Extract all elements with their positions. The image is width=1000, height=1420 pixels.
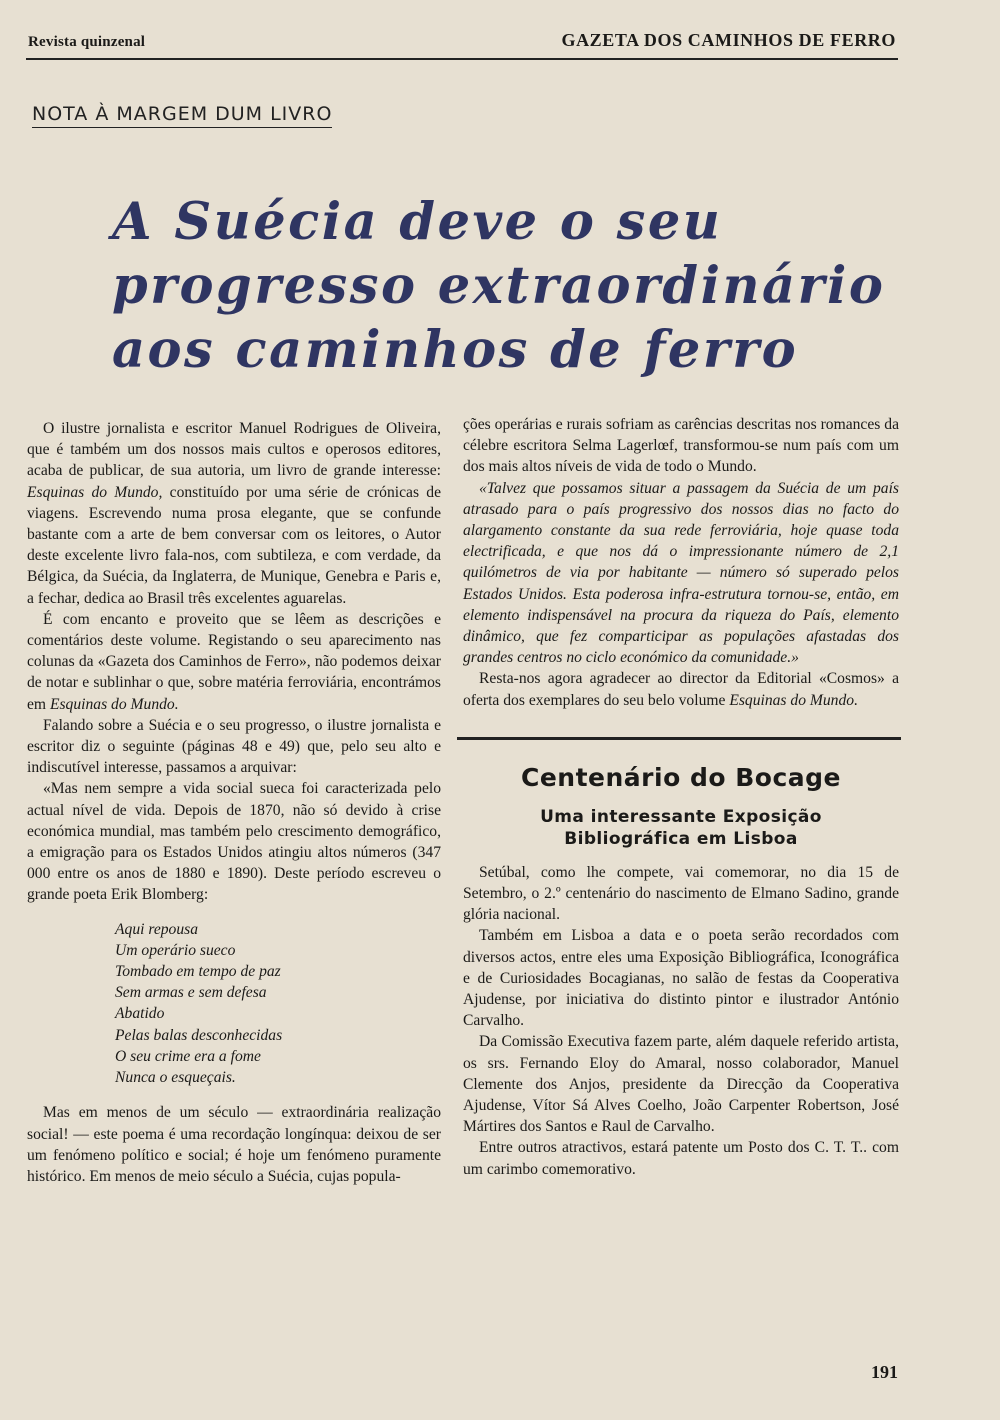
poem-line: Abatido: [115, 1005, 165, 1023]
article2-subtitle-line-2: Bibliográfica em Lisboa: [564, 828, 798, 849]
paragraph: Da Comissão Executiva fazem parte, além daquele referido artista, os srs. Fernando Eloy do Amaral, nosso colaborador, Manuel Clemente dos Anjos, presidente da Direcção da Cooperativa Ajudense, Vítor Sá Alves Coelho, João Carpenter Robertson, José Mártires dos Santos e Raul de Carvalho.: [463, 1033, 899, 1136]
running-header: [26, 26, 898, 60]
paragraph: Entre outros atractivos, estará patente um Posto dos C. T. T.. com um carimbo comemorativo.: [463, 1139, 899, 1178]
header-left-text: Revista quinzenal: [28, 34, 146, 50]
poem-line: Tombado em tempo de paz: [115, 963, 281, 981]
quote-paragraph: «Talvez que possamos situar a passagem da Suécia de um país atrasado para o país progressivo dos nossos dias no facto do alargamento constante da sua rede ferroviária, hoje quase toda electrificada, e que nos dá o impressionante número de 2,1 quilómetros de via por habitante — número só superado pelos Estados Unidos. Esta poderosa infra-estrutura tornou-se, então, em elemento indispensável na procura da riqueza do País, elemento dinâmico, que fez comparticipar as populações afastadas dos grandes centros no ciclo económico da comunidade.»: [463, 479, 899, 667]
book-title: Esquinas do Mundo.: [49, 695, 179, 713]
left-column: [27, 418, 441, 1187]
headline-line-2: progresso extraordinário: [112, 256, 886, 316]
paragraph: Mas em menos de um século — extraordinária realização social! — este poema é uma recordação longínqua: deixou de ser um fenómeno político e social; é hoje um fenómeno puramente histórico. Em menos de meio século a Suécia, cujas popula-: [27, 1104, 441, 1185]
poem: [115, 919, 441, 1089]
section-label: NOTA À MARGEM DUM LIVRO: [32, 103, 332, 128]
headline-line-1: A Suécia deve o seu: [112, 192, 723, 252]
poem-line: Aqui repousa: [115, 920, 199, 938]
section-divider: [457, 737, 901, 740]
poem-line: O seu crime era a fome: [115, 1047, 261, 1065]
paragraph-text: Resta-nos agora agradecer ao director da Editorial «Cosmos» a oferta dos exemplares do seu belo volume: [463, 670, 899, 709]
article-headline: [112, 190, 886, 382]
paragraph: [27, 418, 441, 609]
paragraph: Falando sobre a Suécia e o seu progresso, o ilustre jornalista e escritor diz o seguinte (páginas 48 e 49) que, pelo seu alto e indiscutível interesse, passamos a arquivar:: [27, 716, 441, 777]
poem-line: Sem armas e sem defesa: [115, 984, 267, 1002]
book-title: Esquinas do Mundo.: [729, 691, 858, 709]
article2-body: [463, 862, 899, 1180]
article2-title: Centenário do Bocage: [521, 762, 841, 792]
article2-subtitle: [463, 806, 899, 850]
paragraph: Setúbal, como lhe compete, vai comemorar, no dia 15 de Setembro, o 2.º centenário do nascimento de Elmano Sadino, grande glória nacional.: [463, 863, 899, 924]
paragraph: ções operárias e rurais sofriam as carências descritas nos romances da célebre escritora Selma Lagerlœf, transformou-se num país com um dos mais altos níveis de vida de todo o Mundo.: [463, 416, 899, 476]
paragraph: [27, 609, 441, 715]
article2-subtitle-line-1: Uma interessante Exposição: [540, 806, 822, 827]
quote-paragraph: «Mas nem sempre a vida social sueca foi caracterizada pelo actual nível de vida. Depois de 1870, não só devido à crise económica mundial, mas também pelo crescimento demográfico, a emigração para os Estados Unidos atingiu altos números (347 000 entre os anos de 1880 e 1890). Deste período escreveu o grande poeta Erik Blomberg:: [27, 780, 441, 904]
poem-line: Um operário sueco: [115, 941, 236, 959]
paragraph-text: É com encanto e proveito que se lêem as descrições e comentários deste volume. Registando o seu aparecimento nas colunas da «Gazeta dos Caminhos de Ferro», não podemos deixar de notar e sublinhar o que, sobre matéria ferroviária, encontrámos em: [27, 610, 441, 713]
headline-line-3: aos caminhos de ferro: [112, 320, 799, 380]
poem-line: Pelas balas desconhecidas: [115, 1026, 283, 1044]
paragraph-text: constituído por uma série de crónicas de viagens. Escrevendo numa prosa elegante, que se confunde bastante com a arte de bem conversar com os leitores, o Autor deste excelente livro fala-nos, com subtileza, e com verdade, da Bélgica, da Suécia, da Inglaterra, de Munique, Genebra e Paris e, a fechar, dedica ao Brasil três excelentes aguarelas.: [27, 483, 441, 607]
paragraph: Também em Lisboa a data e o poeta serão recordados com diversos actos, entre eles uma Exposição Bibliográfica, Iconográfica e de Curiosidades Bocagianas, no salão de festas da Cooperativa Ajudense, por iniciativa do distinto pintor e ilustrador António Carvalho.: [463, 927, 899, 1030]
page-number: 191: [871, 1362, 898, 1382]
poem-line: Nunca o esqueçais.: [115, 1069, 236, 1087]
paragraph: [463, 668, 899, 710]
right-column: [463, 414, 899, 1180]
paragraph-text: O ilustre jornalista e escritor Manuel Rodrigues de Oliveira, que é também um dos nossos mais cultos e operosos editores, acaba de publicar, de sua autoria, um livro de grande interesse:: [27, 420, 441, 480]
book-title: Esquinas do Mundo,: [27, 483, 163, 501]
header-right-text: GAZETA DOS CAMINHOS DE FERRO: [561, 30, 896, 50]
